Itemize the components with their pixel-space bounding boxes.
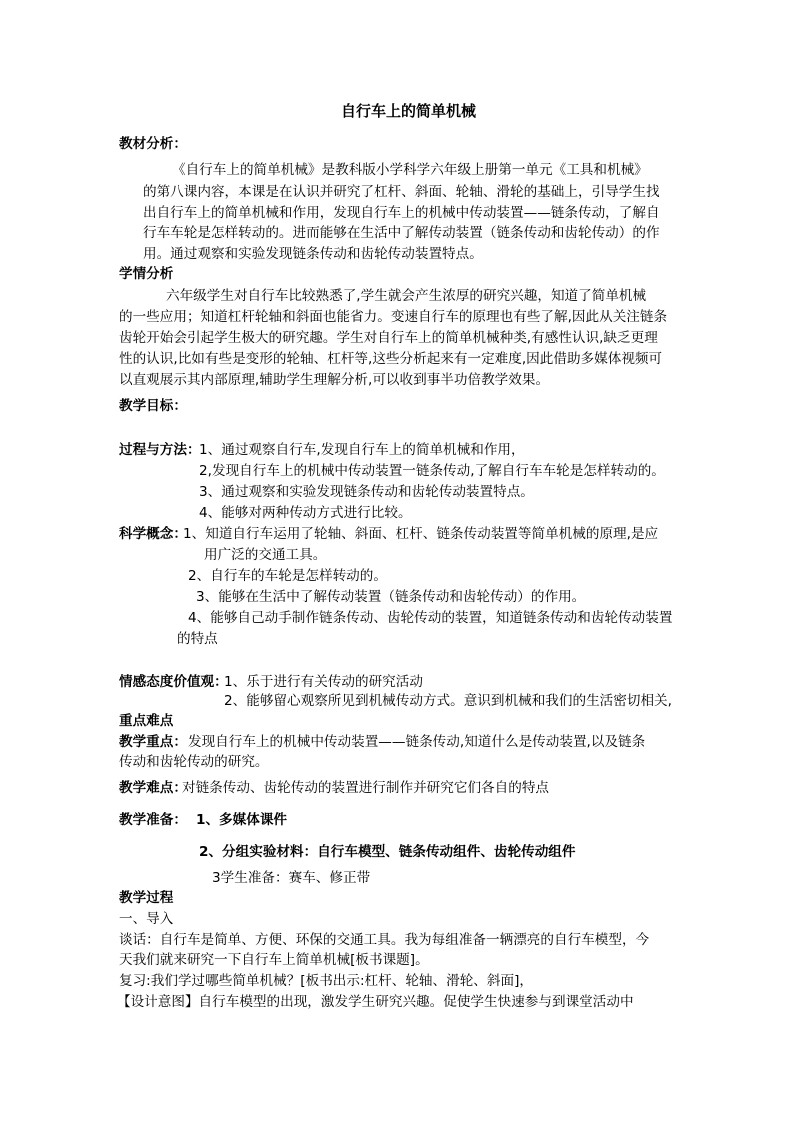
- emotion-item: 2、能够留心观察所见到机械传动方式。意识到机械和我们的生活密切相关,: [224, 693, 672, 709]
- science-item: 4、能够自己动手制作链条传动、齿轮传动的装置，知道链条传动和齿轮传动装置: [188, 610, 673, 626]
- document-title: 自行车上的简单机械: [341, 102, 477, 120]
- process-section-line: 谈话：自行车是简单、方便、环保的交通工具。我为每组准备一辆漂亮的自行车模型，今: [119, 932, 650, 948]
- science-item: 用广泛的交通工具。: [204, 547, 327, 563]
- science-item: 2、自行车的车轮是怎样转动的。: [188, 568, 387, 584]
- analysis-line: 《自行车上的简单机械》是教科版小学科学六年级上册第一单元《工具和机械》: [172, 162, 648, 178]
- process-item: 4、能够对两种传动方式进行比较。: [199, 505, 412, 521]
- focus-line: 发现自行车上的机械中传动装置——链条传动,知道什么是传动装置,以及链条: [188, 734, 646, 750]
- prep-item-1: 1、多媒体课件: [196, 812, 288, 828]
- process-item: 2,发现自行车上的机械中传动装置一链条传动,了解自行车车轮是怎样转动的。: [199, 463, 665, 479]
- process-section-line: 天我们就来研究一下自行车上简单机械[板书课题]。: [119, 952, 429, 968]
- process-section-line: 【设计意图】自行车模型的出现，激发学生研究兴趣。促使学生快速参与到课堂活动中: [117, 994, 634, 1010]
- student-line: 性的认识,比如有些是变形的轮轴、杠杆等,这些分析起来有一定难度,因此借助多媒体视频可: [119, 351, 663, 367]
- difficulty-label: 教学难点：: [119, 780, 187, 796]
- science-label: 科学概念：: [119, 526, 187, 542]
- keypoints-heading: 重点难点: [119, 713, 174, 729]
- prep-heading: 教学准备：: [119, 812, 187, 828]
- process-label: 过程与方法：: [119, 442, 201, 458]
- student-line: 以直观展示其内部原理,辅助学生理解分析,可以收到事半功倍教学效果。: [119, 372, 550, 388]
- analysis-heading: 教材分析：: [119, 136, 187, 152]
- analysis-line: 用。通过观察和实验发现链条传动和齿轮传动装置特点。: [143, 246, 483, 262]
- prep-item-2: 2、分组实验材料：自行车模型、链条传动组件、齿轮传动组件: [199, 844, 576, 860]
- analysis-line: 出自行车上的简单机械和作用，发现自行车上的机械中传动装置——链条传动，了解自: [143, 205, 660, 221]
- goals-heading: 教学目标：: [119, 398, 187, 414]
- analysis-line: 行车车轮是怎样转动的。进而能够在生活中了解传动装置（链条传动和齿轮传动）的作: [143, 225, 660, 241]
- science-item: 3、能够在生活中了解传动装置（链条传动和齿轮传动）的作用。: [196, 589, 586, 605]
- focus-line: 传动和齿轮传动的研究。: [119, 754, 269, 770]
- process-section-heading: 教学过程: [119, 890, 174, 906]
- difficulty-line: 对链条传动、齿轮传动的装置进行制作并研究它们各自的特点: [182, 780, 550, 796]
- student-line: 六年级学生对自行车比较熟悉了,学生就会产生浓厚的研究兴趣，知道了简单机械: [166, 288, 647, 304]
- student-line: 齿轮开始会引起学生极大的研究趣。学生对自行车上的简单机械种类,有感性认识,缺乏更理: [119, 330, 658, 346]
- process-item: 1、通过观察自行车,发现自行车上的简单机械和作用，: [199, 442, 525, 458]
- science-item: 的特点: [177, 631, 218, 647]
- process-section-line: 复习:我们学过哪些简单机械？[板书出示:杠杆、轮轴、滑轮、斜面]，: [119, 973, 533, 989]
- process-section-line: 一、导入: [119, 911, 174, 927]
- science-item: 1、知道自行车运用了轮轴、斜面、杠杆、链条传动装置等简单机械的原理,是应: [183, 526, 659, 542]
- emotion-label: 情感态度价值观：: [119, 674, 228, 690]
- student-heading: 学情分析: [119, 266, 174, 282]
- process-item: 3、通过观察和实验发现链条传动和齿轮传动装置特点。: [199, 484, 534, 500]
- analysis-line: 的第八课内容，本课是在认识并研究了杠杆、斜面、轮轴、滑轮的基础上，引导学生找: [143, 184, 660, 200]
- emotion-item: 1、乐于进行有关传动的研究活动: [224, 674, 423, 690]
- prep-item-3: 3学生准备：赛车、修正带: [212, 870, 371, 886]
- focus-label: 教学重点：: [119, 734, 187, 750]
- student-line: 的一些应用；知道杠杆轮轴和斜面也能省力。变速自行车的原理也有些了解,因此从关注链条: [119, 309, 668, 325]
